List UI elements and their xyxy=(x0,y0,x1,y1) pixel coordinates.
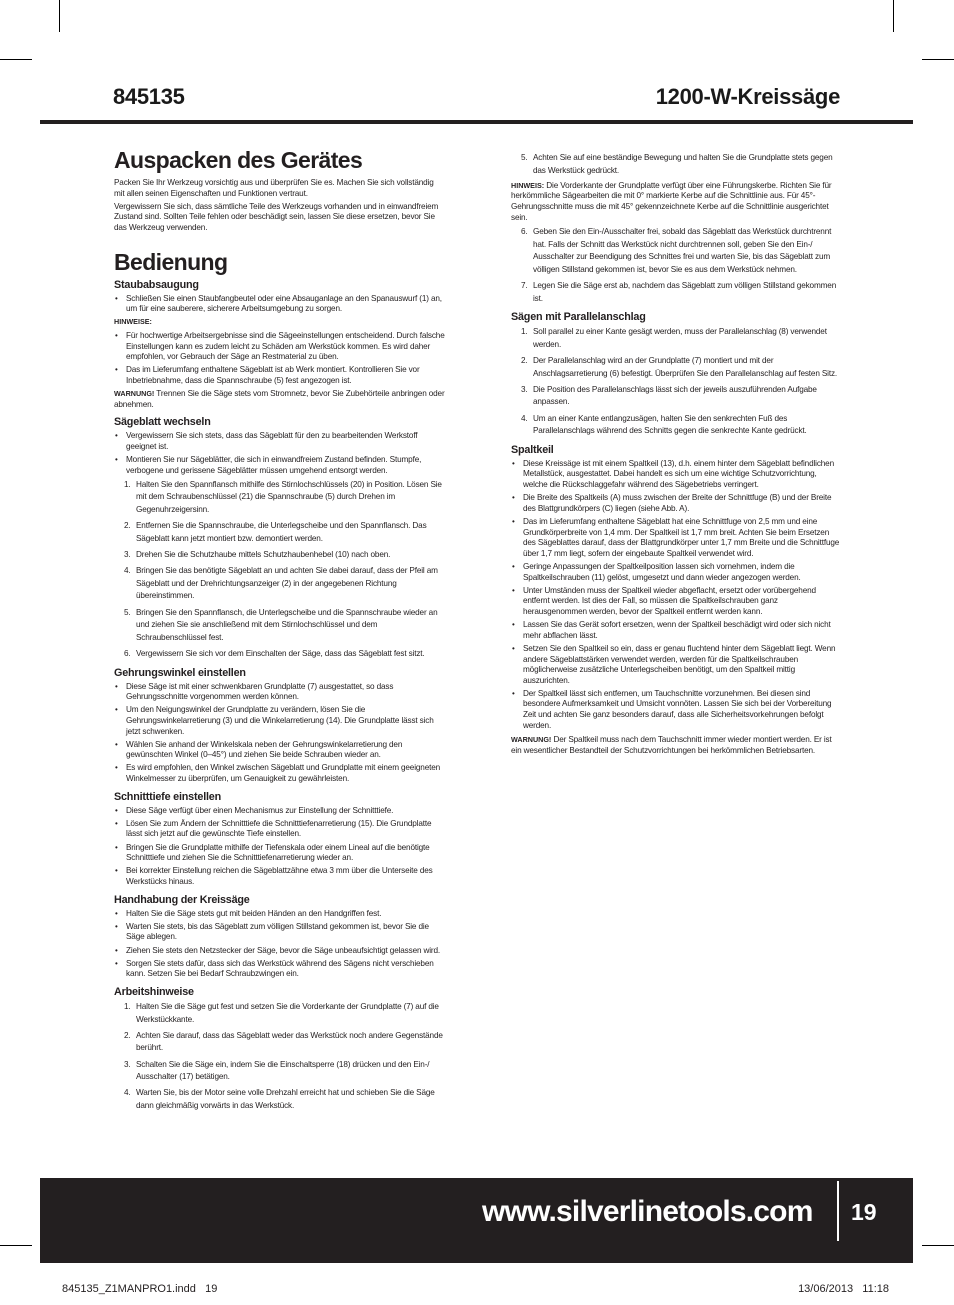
step-text: Halten Sie den Spannflansch mithilfe des Stirnlochschlüssels (20) in Position. Lösen Sie mit dem Schraubenschlüssel (21) die Spannschraube (5) durch Drehen im Gegenuhrzeigersinn. xyxy=(136,479,442,515)
step-text: Vergewissern Sie sich vor dem Einschalten der Säge, dass das Sägeblatt fest sitzt. xyxy=(136,648,425,658)
step-item xyxy=(511,326,843,351)
step-text: Soll parallel zu einer Kante gesägt werden, muss der Parallelanschlag (8) verwendet werden. xyxy=(533,327,827,349)
list-item: • Vergewissern Sie sich stets, dass das Sägeblatt für den zu bearbeitenden Werkstoff geeignet ist. xyxy=(114,431,446,452)
right-column xyxy=(511,152,843,759)
blade-change-steps xyxy=(114,479,446,661)
step-text: Schalten Sie die Säge ein, indem Sie die Einschaltsperre (18) drücken und den Ein-/ Ausschalter (17) betätigen. xyxy=(136,1059,430,1082)
notes-list xyxy=(114,331,446,387)
operation-title: Bedienung xyxy=(114,248,228,275)
step-item xyxy=(511,384,843,409)
step-number: 4. xyxy=(124,1088,131,1098)
work-instructions-steps-continued xyxy=(511,152,843,177)
handling-heading: Handhabung der Kreissäge xyxy=(114,893,250,906)
step-item xyxy=(114,1001,446,1026)
step-text: Entfernen Sie die Spannschraube, die Unterlegscheibe und den Spannflansch. Das Sägeblatt kann jetzt montiert bzw. demontiert werden. xyxy=(136,521,427,543)
list-item: • Montieren Sie nur Sägeblätter, die sich in einwandfreiem Zustand befinden. Stumpfe, verbogene und gerissene Sägeblätter müssen umgehend entsorgt werden. xyxy=(114,455,446,476)
unpacking-paragraph: Vergewissern Sie sich, dass sämtliche Teile des Werkzeugs vorhanden und in einwandfreiem Zustand sind. Sollten Teile fehlen oder beschädigt sein, lassen Sie diese ersetzen, bevor Sie das Werkzeug verwenden. xyxy=(114,201,439,232)
list-item: • Diese Säge verfügt über einen Mechanismus zur Einstellung der Schnitttiefe. xyxy=(114,806,446,817)
step-number: 2. xyxy=(124,521,131,531)
list-item: • Geringe Anpassungen der Spaltkeilposition lassen sich vornehmen, indem die Spaltkeilschrauben (11) gelöst, umgesetzt und dann wieder angezogen werden. xyxy=(511,562,843,583)
step-item xyxy=(114,520,446,545)
header-rule xyxy=(40,120,913,124)
list-item: • Lassen Sie das Gerät sofort ersetzen, wenn der Spaltkeil beschädigt wird oder sich nicht mehr abflachen lässt. xyxy=(511,620,843,641)
riving-knife-heading: Spaltkeil xyxy=(511,443,554,456)
list-item: • Der Spaltkeil lässt sich entfernen, um Tauchschnitte vorzunehmen. Bei diesen sind besondere Aufmerksamkeit und Umsicht vonnöten. Lassen Sie sich bei der Vorbereitung Zeit und achten Sie ganz besonders darauf, dass alle Sicherheitsvorkehrungen befolgt werden. xyxy=(511,689,843,731)
work-instructions-heading: Arbeitshinweise xyxy=(114,985,194,998)
print-slug-datetime: 13/06/2013 11:18 xyxy=(798,1283,889,1295)
left-column xyxy=(114,146,446,1116)
hint-note xyxy=(511,181,843,223)
step-number: 1. xyxy=(521,327,528,337)
step-number: 5. xyxy=(124,607,131,617)
step-text: Halten Sie die Säge gut fest und setzen Sie die Vorderkante der Grundplatte (7) auf die Werkstückkante. xyxy=(136,1001,439,1024)
step-text: Achten Sie darauf, dass das Sägeblatt weder das Werkstück noch andere Gegenstände berührt. xyxy=(136,1030,443,1053)
list-item: • Unter Umständen muss der Spaltkeil wieder abgeflacht, ersetzt oder vorübergehend entfernt werden. Ist dies der Fall, so müssen die Spaltkeilschrauben ganz herausgenommen werden, bevor der Spaltkeil entfernt werden kann. xyxy=(511,586,843,618)
list-item: • Warten Sie stets, bis das Sägeblatt zum völligen Stillstand gekommen ist, bevor Sie die Säge ablegen. xyxy=(114,922,446,943)
miter-heading: Gehrungswinkel einstellen xyxy=(114,666,246,679)
miter-list xyxy=(114,682,446,785)
list-item: • Lösen Sie zum Ändern der Schnitttiefe die Schnitttiefenarretierung (15). Die Grundplatte lässt sich jetzt auf die gewünschte Tiefe einstellen. xyxy=(114,819,446,840)
list-item: • Schließen Sie einen Staubfangbeutel oder eine Absauganlage an den Spanauswurf (1) an, um für eine sauberere, sicherere Arbeitsumgebung zu sorgen. xyxy=(114,294,446,315)
list-item: • Ziehen Sie stets den Netzstecker der Säge, bevor die Säge unbeaufsichtigt gelassen wird. xyxy=(114,946,446,957)
step-number: 6. xyxy=(124,648,131,658)
step-item xyxy=(511,280,843,305)
work-instructions-steps-final xyxy=(511,226,843,305)
step-item xyxy=(114,1059,446,1084)
list-item: • Halten Sie die Säge stets gut mit beiden Händen an den Handgriffen fest. xyxy=(114,909,446,920)
step-number: 4. xyxy=(124,566,131,576)
step-item xyxy=(511,152,843,177)
notes-label xyxy=(114,317,446,328)
list-item: • Es wird empfohlen, den Winkel zwischen Sägeblatt und Grundplatte mit einem geeigneten Winkelmesser zu überprüfen, um Genauigkeit zu gewährleisten. xyxy=(114,763,446,784)
list-item: • Bei korrekter Einstellung reichen die Sägeblattzähne etwa 3 mm über die Unterseite des Werkstücks hinaus. xyxy=(114,866,446,887)
crop-mark xyxy=(922,1245,954,1246)
step-item xyxy=(511,355,843,380)
step-text: Die Position des Parallelanschlags lässt sich der jeweils auszuführenden Aufgabe anpassen. xyxy=(533,384,817,407)
step-text: Der Parallelanschlag wird an der Grundplatte (7) montiert und mit der Anschlagsarretierung (6) befestigt. Überprüfen Sie den Parallelanschlag auf festen Sitz. xyxy=(533,356,838,378)
product-code: 845135 xyxy=(113,84,185,109)
list-item: • Für hochwertige Arbeitsergebnisse sind die Sägeeinstellungen entscheidend. Durch falsche Einstellungen kann es zudem leicht zu Schäden am Werkstück kommen. Es wird daher empfohlen, vor Gebrauch der Säge an Restmaterial zu üben. xyxy=(114,331,446,363)
crop-mark xyxy=(893,0,894,32)
list-item: • Diese Säge ist mit einer schwenkbaren Grundplatte (7) ausgestattet, so dass Gehrungsschnitte vorgenommen werden können. xyxy=(114,682,446,703)
print-slug-file: 845135_Z1MANPRO1.indd 19 xyxy=(62,1283,218,1295)
step-item xyxy=(114,607,446,645)
step-number: 6. xyxy=(521,227,528,237)
step-number: 2. xyxy=(124,1030,131,1040)
list-item: • Sorgen Sie stets dafür, dass sich das Werkstück während des Sägens nicht verschieben kann. Setzen Sie bei Bedarf Schraubzwingen ein. xyxy=(114,959,446,980)
blade-change-list xyxy=(114,431,446,476)
step-text: Um an einer Kante entlangzusägen, halten Sie den senkrechten Fuß des Parallelanschlags während des Schnitts gegen die senkrechte Kante gedrückt. xyxy=(533,413,807,436)
list-item: • Wählen Sie anhand der Winkelskala neben der Gehrungswinkelarretierung den gewünschten Winkel (0–45°) und ziehen Sie beide Schrauben wieder an. xyxy=(114,740,446,761)
list-item: • Das im Lieferumfang enthaltene Sägeblatt hat eine Schnittfuge von 2,5 mm und eine Grundkörperbreite von 1,4 mm. Der Spaltkeil ist 1,7 mm breit. Achten Sie beim Ersetzen des Sägeblattes darauf, dass der Blattgrundkörper unter 1,7 mm Breite und die Schnittfuge über 1,7 mm liegt, sofern der eingebaute Spaltkeil verwendet wird. xyxy=(511,517,843,559)
unpacking-paragraph: Packen Sie Ihr Werkzeug vorsichtig aus und überprüfen Sie es. Machen Sie sich vollständig mit allen seinen Eigenschaften und Funktionen vertraut. xyxy=(114,178,434,198)
step-text: Warten Sie, bis der Motor seine volle Drehzahl erreicht hat und schieben Sie die Säge dann gleichmäßig vorwärts in das Werkstück. xyxy=(136,1088,435,1110)
step-text: Bringen Sie den Spannflansch, die Unterlegscheibe und die Spannschraube wieder an und ziehen Sie sie anschließend mit dem Stirnlochschlüssel und dem Schraubenschlüssel fest. xyxy=(136,607,438,642)
step-number: 7. xyxy=(521,281,528,291)
list-item: • Um den Neigungswinkel der Grundplatte zu verändern, lösen Sie die Gehrungswinkelarretierung (3) und die Winkelarretierung (14). Die Grundplatte lässt sich jetzt schwenken. xyxy=(114,705,446,737)
step-text: Legen Sie die Säge erst ab, nachdem das Sägeblatt zum völligen Stillstand gekommen ist. xyxy=(533,281,837,303)
step-number: 4. xyxy=(521,413,528,423)
dust-extraction-heading: Staubabsaugung xyxy=(114,278,199,291)
warning-note xyxy=(114,389,446,410)
list-item: • Bringen Sie die Grundplatte mithilfe der Tiefenskala oder einem Lineal auf die benötigte Schnitttiefe und ziehen Sie die Schnitttiefenarretierung wieder an. xyxy=(114,843,446,864)
parallel-guide-heading: Sägen mit Parallelanschlag xyxy=(511,311,646,324)
list-item: • Diese Kreissäge ist mit einem Spaltkeil (13), d.h. einem hinter dem Sägeblatt befindlichen Metallstück, ausgestattet. Dabei handelt es sich um eine wichtige Schutzvorrichtung, welche die Rückschlaggefahr während des Sägebetriebs verringert. xyxy=(511,459,843,491)
warning-label: WARNUNG! xyxy=(511,735,552,745)
step-number: 1. xyxy=(124,479,131,489)
step-item xyxy=(114,479,446,517)
list-item: • Setzen Sie den Spaltkeil so ein, dass er genau fluchtend hinter dem Sägeblatt liegt. Wenn andere Sägeblattstärken verwendet werden, werden für die Spaltkeilschrauben möglicherweise zusätzliche Unterlegscheiben benötigt, um den Spaltkeil mittig auszurichten. xyxy=(511,644,843,686)
blade-change-heading: Sägeblatt wechseln xyxy=(114,416,211,429)
step-text: Bringen Sie das benötigte Sägeblatt an und achten Sie dabei darauf, dass der Pfeil am Sägeblatt und der Drehrichtungsanzeiger (2) in der angegebenen Richtung übereinstimmen. xyxy=(136,566,438,601)
product-name: 1200-W-Kreissäge xyxy=(655,84,840,109)
crop-mark xyxy=(0,1245,32,1246)
hint-label: HINWEIS: xyxy=(511,180,545,190)
list-item: • Die Breite des Spaltkeils (A) muss zwischen der Breite der Schnittfuge (B) und der Breite des Blattgrundkörpers (C) liegen (siehe Abb. A). xyxy=(511,493,843,514)
crop-mark xyxy=(0,59,32,60)
step-number: 5. xyxy=(521,153,528,162)
handling-list xyxy=(114,909,446,980)
warning-text: Trennen Sie die Säge stets vom Stromnetz, bevor Sie Zubehörteile anbringen oder abnehmen. xyxy=(114,389,445,409)
hint-text: Die Vorderkante der Grundplatte verfügt über eine Führungskerbe. Richten Sie für herkömmliche Sägearbeiten die mit 0° markierte Kerbe auf die Schnittlinie aus. Für 45°-Gehrungsschnitte muss die mit 45° gekennzeichnete Kerbe auf die Schnittlinie ausgerichtet sein. xyxy=(511,180,832,222)
step-item xyxy=(114,565,446,603)
step-number: 3. xyxy=(124,550,131,559)
crop-mark xyxy=(59,0,60,32)
work-instructions-steps xyxy=(114,1001,446,1113)
step-number: 2. xyxy=(521,356,528,366)
dust-extraction-list xyxy=(114,294,446,315)
step-item xyxy=(114,1030,446,1055)
warning-note xyxy=(511,735,843,756)
step-number: 3. xyxy=(521,384,528,394)
footer-divider xyxy=(837,1181,839,1241)
crop-mark xyxy=(922,59,954,60)
page-number: 19 xyxy=(851,1199,877,1225)
step-item xyxy=(114,1087,446,1112)
warning-label: WARNUNG! xyxy=(114,389,155,399)
list-item: • Das im Lieferumfang enthaltene Sägeblatt ist ab Werk montiert. Kontrollieren Sie vor Inbetriebnahme, dass die Spannschraube (5) fest angezogen ist. xyxy=(114,365,446,386)
warning-text: Der Spaltkeil muss nach dem Tauchschnitt immer wieder montiert werden. Er ist ein wesentlicher Bestandteil der Schutzvorrichtungen bei herkömmlichen Betriebsarten. xyxy=(511,735,832,755)
riving-knife-list xyxy=(511,459,843,731)
step-number: 1. xyxy=(124,1001,131,1011)
step-text: Geben Sie den Ein-/Ausschalter frei, sobald das Sägeblatt das Werkstück durchtrennt hat. Falls der Schnitt das Werkstück nicht durchtrennen soll, geben Sie den Ein-/ Ausschalter zur Beendigung des Schnittes frei und warten Sie, bis das Sägeblatt zum völligen Stillstand gekommen ist, bevor Sie es aus dem Werkstück nehmen. xyxy=(533,227,832,274)
notes-label-text: HINWEISE: xyxy=(114,317,152,327)
step-item xyxy=(114,549,446,562)
unpacking-title: Auspacken des Gerätes xyxy=(114,147,363,173)
step-text: Drehen Sie die Schutzhaube mittels Schutzhaubenhebel (10) nach oben. xyxy=(136,550,391,559)
step-item xyxy=(511,413,843,438)
step-text: Achten Sie auf eine beständige Bewegung und halten Sie die Grundplatte stets gegen das Werkstück gedrückt. xyxy=(533,153,833,175)
parallel-guide-steps xyxy=(511,326,843,438)
step-item xyxy=(114,648,446,661)
cut-depth-heading: Schnitttiefe einstellen xyxy=(114,790,221,803)
website-url: www.silverlinetools.com xyxy=(482,1195,813,1228)
step-number: 3. xyxy=(124,1059,131,1069)
cut-depth-list xyxy=(114,806,446,888)
step-item xyxy=(511,226,843,276)
